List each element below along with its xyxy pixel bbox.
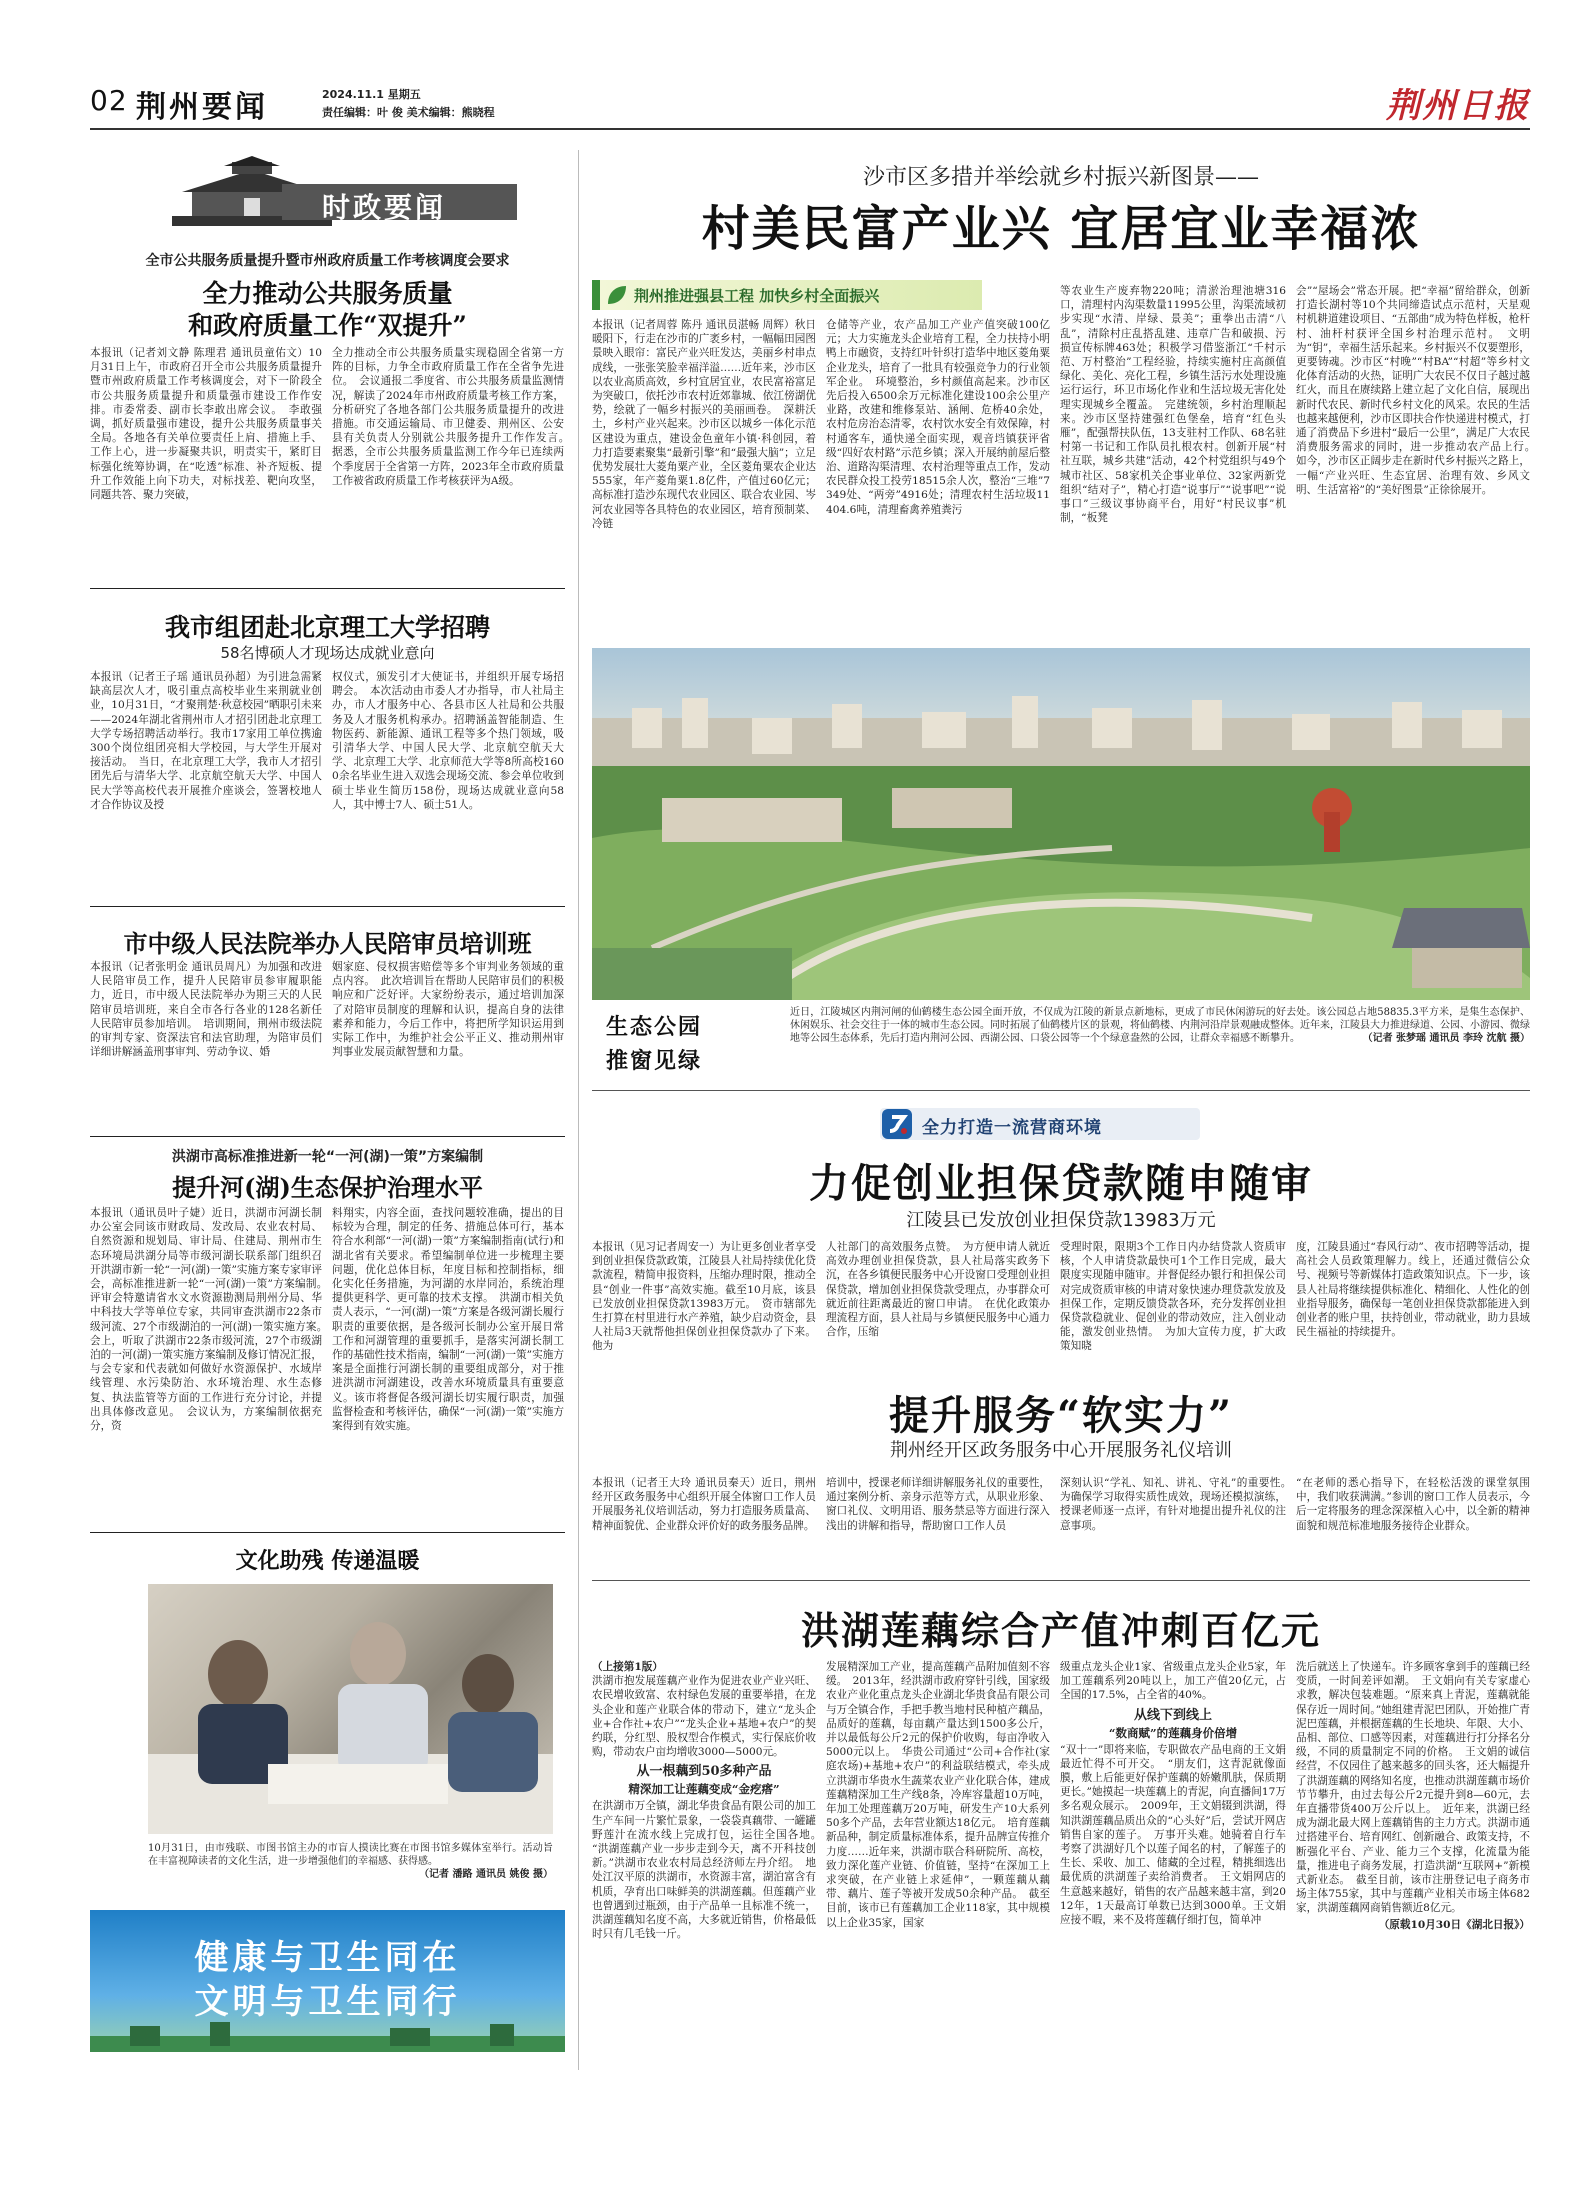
main-title: 村美民富产业兴 宜居宜业幸福浓: [701, 201, 1421, 257]
b3-continued-tag: （上接第1版）: [592, 1661, 663, 1673]
b1-body-col1: 本报讯（见习记者周安一）为让更多创业者享受到创业担保贷款政策，江陵县人社局持续优化贷款流程，精简申报资料，压缩办理时限，推动全县“创业一件事”高效实施。截至10月底，该县已发放创业担保贷款13983万元。 资市辖部先生打算在村里进行水产养殖，缺少启动资金，县人社局3天就帮他担保创业担保贷款办了下来。他为: [592, 1241, 816, 1353]
photo-caption: [790, 1006, 1530, 1074]
b3-sub2-title: 从线下到线上: [1133, 1707, 1212, 1723]
divider: [90, 1136, 565, 1137]
b3-col1b-text: 在洪湖市万全镇，湖北华贵食品有限公司的加工生产车间一片繁忙景象，一袋袋真藕带、一罐罐野莲汁在流水线上完成打包，运往全国各地。 “洪湖莲藕产业一步步走到今天，离不开科技创新。”洪湖市农业农村局总经济师左丹介绍。 地处江汉平原的洪湖市，水资源丰富，湖泊富含有机质，孕育出口味鲜美的洪湖莲藕。但莲藕产业也曾遇到过瓶颈，由于产品单一且标准不统一，洪湖莲藕知名度不高，大多就近销售，价格最低时只有几毛钱一斤。: [592, 1800, 827, 1941]
leaf-icon: [606, 284, 628, 306]
b3-col1-text: 洪湖市抱发展莲藕产业作为促进农业产业兴旺、农民增收致富、农村绿色发展的重要举措，在龙头企业和莲产业联合体的带动下，建立“龙头企业+合作社+农户”“龙头企业+基地+农户”的契约联，分红型、股权型合作模式，实行保底价收购，带动农户亩均增收3000—5000元。: [592, 1675, 816, 1759]
photo-credit: （记者 张梦瑶 通讯员 李玲 沈航 摄）: [1362, 1033, 1530, 1044]
editors: 责任编辑：叶 俊 美术编辑：熊晓程: [322, 106, 495, 119]
a5-photo: [148, 1584, 553, 1834]
paper-logo: 荆州日报: [1386, 86, 1530, 126]
issue-date: 2024.11.1 星期五: [322, 88, 421, 101]
divider: [592, 1580, 1530, 1581]
env-banner-label: 全力打造一流营商环境: [922, 1118, 1102, 1138]
a1-body-col2: 全力推动全市公共服务质量实现稳固全省第一方阵的目标，力争全市政府质量工作在全省争先进位。 会议通报二季度省、市公共服务质量监测情况，解读了2024年市州政府质量考核工作方案，分析研究了各地各部门公共服务质量提升的改进措施。市交通运输局、市卫健委、荆州区、公安县有关负责人分别就公共服务提升工作作发言。 据悉，全市公共服务质量监测工作今年已连续两个季度居于全省第一方阵，2023年全市政府质量工作被省政府质量工作考核获评为A级。: [332, 347, 575, 487]
main-body-col2: 仓储等产业，农产品加工产业产值突破100亿元；大力实施龙头企业培育工程，全力扶持小明鸭上市融资，支持红叶针织打造华中地区菱角粟企业龙头，培育了一批具有较强竞争力的行业领军企业。 环境整治，乡村颜值高起来。沙市区先后投入6500余万元标准化建设100余公里产业路，改建和维修泵站、涵闸、危桥40余处，农村危房治态清零，农村饮水安全有效保障，村村通客车，通快递全面实现，观音垱镇获评省级“四好农村路”示范乡镇；深入开展纳前屋后整治、道路沟渠清理、农村治理等重点工作，发动农民群众投工投劳18515余人次，整治“三堆”7349处、“两旁”4916处；清理农村生活垃圾11404.6吨，清理畜禽养殖粪污: [826, 319, 1050, 516]
slogan-banner: [90, 1910, 565, 2052]
a2-subtitle: 58名博硕人才现场达成就业意向: [220, 644, 435, 662]
photo-label-line2: 推窗见绿: [606, 1048, 703, 1074]
photo-caption-text: 近日，江陵城区内荆河闸的仙鹤楼生态公园全面开放，不仅成为江陵的新景点新地标，更成了市民休闲游玩的好去处。该公园总占地58835.3平方米，是集生态保护、休闲娱乐、社会交往于一体的城市生态公园。同时拓展了仙鹤楼片区的景观，将仙鹤楼、内荆河沿岸景观融成整体。近年来，江陵县大力推进绿道、公园、小游园、微绿地等公园生态体系，先后打造内荆河公园、西湖公园、口袋公园等一个个绿意盎然的公园，让群众幸福感不断攀升。: [790, 1007, 1530, 1044]
env-banner: [880, 1108, 1200, 1140]
photo-label-box: [592, 1006, 752, 1080]
b1-subtitle: 江陵县已发放创业担保贷款13983万元: [906, 1210, 1216, 1231]
b3-col3-text: 级重点龙头企业1家、省级重点龙头企业5家，年加工莲藕系列20吨以上，加工产值20亿元，占全国的17.5%，占全省的40%。: [1060, 1661, 1286, 1702]
b2-body-col1: 本报讯（记者王大玲 通讯员秦天）近日，荆州经开区政务服务中心组织开展全体窗口工作人员开展服务礼仪培训活动，努力打造服务质量高、精神面貌优、企业群众评价好的政务服务品牌。: [592, 1477, 816, 1532]
b3-col3b-text: “双十一”即将来临，专职做农产品电商的王文娟最近忙得不可开交。 “朋友们，这青泥就像面膜，敷上后能更好保护莲藕的娇嫩肌肤，保质期更长。”她摸起一块莲藕上的青泥，向直播间17万多名观众展示。 2009年，王文娟辍到洪湖，得知洪湖莲藕品质出众的“心头好”后，尝试开网店销售自家的莲子。 万事开头难。她骑着自行车考察了洪湖好几个以莲子闻名的村，了解莲子的生长、采收、加工、储藏的全过程，精挑细选出最优质的洪湖莲子卖给消费者。 王文娟网店的生意越来越好，销售的农产品越来越丰富，到2012年，1天最高订单数已达到3000单。王文娟应接不暇，来不及将莲藕仔细打包，简单冲: [1060, 1743, 1286, 1927]
a5-caption-text: 10月31日，由市残联、市图书馆主办的市盲人摸读比赛在市图书馆多媒体室举行。活动旨在丰富视障读者的文化生活，进一步增强他们的幸福感、获得感。: [148, 1843, 553, 1867]
rural-banner: [592, 280, 982, 310]
b1-body-col2: 人社部门的高效服务点赞。 为方便申请人就近高效办理创业担保贷款，县人社局落实政务下沉，在各乡镇便民服务中心开设窗口受理创业担保贷款，增加创业担保贷款受理点，办事群众可就近前往距离最近的窗口申请。 在优化政策办理流程方面，县人社局与乡镇便民服务中心通力合作，压缩: [826, 1241, 1050, 1339]
a3-body-col1: 本报讯（记者张明金 通讯员周凡）为加强和改进人民陪审员工作，提升人民陪审员参审履职能力，近日，市中级人民法院举办为期三天的人民陪审员培训班，来自全市各行各业的128名新任人民陪审员参加培训。 培训期间，荆州市级法院的审判专家、资深法官和法官助理，为陪审员们详细讲解涵盖刑事审判、劳动争议、婚: [90, 961, 322, 1059]
a1-body-col1: 本报讯（记者刘文静 陈理君 通讯员童佑文）10月31日上午，市政府召开全市公共服务质量提升暨市州政府质量工作考核调度会，对下一阶段全市公共服务质量提升和质量强市建设工作作安排。市委常委、副市长李敢出席会议。 李敢强调，抓好质量强市建设，提升公共服务质量事关全局。各地各有关单位要责任上肩、措施上手、工作上心，进一步凝聚共识，明责实干，紧盯目标强化统筹协调，在“吃透”标准、补齐短板、提升工作效能上向下功夫，对标找差、靶向攻坚，同题共答、聚力突破，: [90, 347, 322, 502]
a5-credit: （记者 潘路 通讯员 姚俊 摄）: [419, 1869, 553, 1880]
b3-col4-text: 洗后就送上了快递车。许多顾客拿到手的莲藕已经变质，一时间差评如潮。 王文娟向有关专家虚心求教，解决包装难题。“原来真上青泥，莲藕就能保存近一周时间。”她组建青泥巴团队，开始推广青泥巴莲藕，并根据莲藕的生长地块、年限、大小、品相、部位、口感等因素，对莲藕进行打分择名分级，不同的质量制定不同的价格。 王文娟的诚信经营，不仅园住了越来越多的回头客，还大幅提升了洪湖莲藕的网络知名度，也推动洪湖莲藕市场价节节攀升，由过去每公斤2元提升到8—60元，去年直播带货400万公斤以上。 近年来，洪湖已经成为湖北最大网上莲藕销售的主力方式。洪湖市通过搭建平台、培育网红、创新融合、政策支持，不断强化平台、产业、能力三个支撑，化流量为能量，推进电子商务发展，打造洪湖“互联网+”新模式新业态。 截至目前，该市注册登记电子商务市场主体755家，其中与莲藕产业相关市场主体682家，洪湖莲藕网商销售额近8亿元。: [1296, 1661, 1530, 1915]
b2-subtitle: 荆州经开区政务服务中心开展服务礼仪培训: [890, 1440, 1232, 1461]
photo-label-line1: 生态公园: [606, 1014, 703, 1040]
section-banner: [172, 160, 517, 226]
main-body-col1: 本报讯（记者周蓉 陈丹 通讯员湛畅 周辉）秋日暖阳下，行走在沙市的广袤乡村，一幅幅田园图景映入眼帘：富民产业兴旺发达，美丽乡村串点成线，一张张笑脸幸福洋溢……近年来，沙市区以农业高质高效，乡村宜居宜业，农民富裕富足为突破口，依托沙市农村近郊靠城、依江傍湖优势，绘就了一幅乡村振兴的美丽画卷。 深耕沃土，乡村产业兴起来。沙市区以城乡一体化示范区建设为重点，建设金色童年小镇·科创园，着力打造要素聚集“最新引擎”和“最强大脑”；立足优势发展壮大菱角粟产业，全区菱角粟农企业达555家，年产菱角粟1.8亿件，产值过60亿元；高标准打造沙东现代农业园区、联合农业园、岑河农业园等各具特色的农业园区，培育预制菜、冷链: [592, 319, 816, 530]
slogan-line1: 健康与卫生同在: [194, 1938, 461, 1978]
a1-kicker: 全市公共服务质量提升暨市州政府质量工作考核调度会要求: [145, 253, 510, 269]
section-banner-label: 时政要闻: [322, 191, 447, 224]
divider: [592, 1090, 1530, 1091]
b2-title: 提升服务“软实力”: [888, 1392, 1233, 1439]
b3-sub2-subtitle: “数商赋”的莲藕身价倍增: [1108, 1725, 1238, 1740]
b3-title: 洪湖莲藕综合产值冲刺百亿元: [800, 1608, 1321, 1653]
masthead-rule: [90, 128, 1530, 130]
masthead: [90, 82, 1530, 132]
main-kicker: 沙市区多措并举绘就乡村振兴新图景——: [862, 165, 1259, 190]
a2-body-col2: 权仪式，颁发引才大使证书，并组织开展专场招聘会。 本次活动由市委人才办指导，市人社局主办，市人才服务中心、各县市区人社局和公共服务及人才服务机构承办。招聘涵盖智能制造、生物医药、新能源、通讯工程等多个热门领域，吸引清华大学、中国人民大学、北京航空航天大学、北京理工大学、北京师范大学等8所高校1600余名毕业生进入双选会现场交流、参会单位收到硕士毕业生简历158份，现场达成就业意向58人，其中博士7人、硕士51人。: [332, 671, 564, 811]
b3-body-col4: [1296, 1660, 1530, 2070]
page-number: 02: [90, 84, 128, 117]
a4-kicker: 洪湖市高标准推进新一轮“一河(湖)一策”方案编制: [171, 1149, 484, 1165]
page-section-title: 荆州要闻: [136, 90, 268, 125]
building-silhouette-icon: [90, 2022, 565, 2052]
b1-title: 力促创业担保贷款随申随审: [809, 1160, 1313, 1207]
b2-body-col4: “在老师的悉心指导下，在轻松活泼的课堂氛围中，我们收获满满。”参训的窗口工作人员表示，今后一定将服务的理念深深植入心中，以全新的精神面貌和规范标准地服务接待企业群众。: [1296, 1477, 1530, 1532]
a5-title: 文化助残 传递温暖: [235, 1548, 420, 1574]
slogan-line2: 文明与卫生同行: [194, 1982, 461, 2022]
b3-body-col2: 发展精深加工产业，提高莲藕产品附加值刻不容缓。 2013年，经洪湖市政府穿针引线，国家级农业产业化重点龙头企业湖北华贵食品有限公司与万全镇合作，手把手教当地村民种植产藕品，品质好的莲藕，每亩藕产量达到1500多公斤，并以最低每公斤2元的保护价收购，每亩净收入5000元以上。 华贵公司通过“公司+合作社(家庭农场)+基地+农户”的利益联结模式，牵头成立洪湖市华贵水生蔬菜农业产业化联合体，建成莲藕精深加工生产线8条，冷库容量超10万吨，年加工处理莲藕万20万吨，研发生产10大系列50多个产品，去年营业额达18亿元。 培育莲藕新品种，制定质量标准体系，提升品牌宣传推介力度……近年来，洪湖市联合科研院所、高校，致力深化莲产业链、价值链，坚持“在深加工上求突破，在产业链上求延伸”，一颗莲藕从藕带、藕片、莲子等被开发成50余种产品。 截至目前，该市已有莲藕加工企业118家，其中规模以上企业35家，国家: [826, 1661, 1050, 1929]
main-body-col3: 等农业生产废弃物220吨；清淤治理池塘316口，清理村内沟渠数量11995公里，沟渠流域初步实现“水清、岸绿、景美”；重拳出击清“八乱”，清除村庄乱搭乱建、违章广告和破损、污损宣传标牌463处；积极学习借鉴浙江“千村示范、万村整治”工程经验，持续实施村庄高颜值绿化、美化、亮化工程，乡镇生活污水处理设施运行运行，环卫市场化作业和生活垃圾无害化处理实现城乡全覆盖。 完建统领，乡村治理顺起来。沙市区坚持建强红色堡垒，培育“红色头雁”，配强帮扶队伍，13支驻村工作队、68名驻村第一书记和工作队员扎根农村。创新开展“村社互联，城乡共建”活动，42个村党组织与49个城市社区、58家机关企事业单位、32家两新党组织“结对子”，精心打造“说事厅”“说事吧”“说事口”三级议事协商平台，用好“村民议事”机制，“板凳: [1060, 285, 1286, 525]
b1-body-col4: 度，江陵县通过“春风行动”、夜市招聘等活动，提高社会人员政策理解力。线上，还通过微信公众号、视频号等新媒体打造政策知识点。下一步，该县人社局将继续提供标准化、精细化、人性化的创业指导服务，确保每一笔创业担保贷款都能进入到创业者的账户里，扶持创业，带动就业，助力县域民生福祉的持续提升。: [1296, 1241, 1530, 1339]
divider: [90, 588, 565, 589]
a5-caption: [148, 1842, 553, 1894]
a3-title: 市中级人民法院举办人民陪审员培训班: [123, 929, 532, 958]
divider: [90, 906, 565, 907]
a3-body-col2: 姻家庭、侵权损害赔偿等多个审判业务领域的重点内容。 此次培训旨在帮助人民陪审员们的积极响应和广泛好评。大家纷纷表示，通过培训加深了对陪审员制度的理解和认识，提高自身的法律素养和能力，今后工作中，将把所学知识运用到实际工作中，为维护社会公平正义、推动荆州审判事业发展贡献智慧和力量。: [332, 961, 564, 1059]
divider: [90, 1532, 565, 1533]
a1-title-line2: 和政府质量工作“双提升”: [188, 311, 467, 340]
a4-body-col2: 料翔实，内容全面，查找问题较准确，提出的目标较为合理，制定的任务、措施总体可行，基本符合水利部“一河(湖)一策”方案编制指南(试行)和湖北省有关要求。希望编制单位进一步梳理主要问题，优化总体目标，年度目标和控制指标，细化实化任务措施，为河湖的水岸同治，系统治理提供更科学、更可靠的技术支撑。 洪湖市相关负责人表示，“一河(湖)一策”方案是各级河湖长履行职责的重要依据，是各级河长制办公室开展日常工作和河湖管理的重要抓手，是落实河湖长制工作的基础性技术指南，编制“一河(湖)一策”实施方案是全面推行河湖长制的重要组成部分，对于推进洪湖市河湖建设，改善水环境质量具有重要意义。该市将督促各级河湖长切实履行职责，加强监督检查和考核评估，确保“一河(湖)一策”实施方案得到有效实施。: [332, 1207, 564, 1433]
b3-credit: （原载10月30日《湖北日报》）: [1378, 1918, 1530, 1931]
aerial-park-illustration: [592, 648, 1530, 1000]
main-body-col4: 会”“屋场会”常态开展。把“幸福”留给群众，创新打造长湖村等10个共同缔造试点示范村，天星观村机耕道建设项目、“五部曲”成为特色样板，枪杆村、油杆村获评全国乡村治理示范村。 文明为“钥”，幸福生活乐起来。乡村振兴不仅要塑形，更要铸魂。沙市区“村晚”“村BA”“村超”等乡村文化体育活动的火热，证明广大农民不仅日子越过越红火，而且在赓续路上建立起了文化自信，展现出新时代农民、新时代乡村文化的风采。农民的生活也越来越便利，沙市区即扶合作快递进村模式，打通了消费品下乡进村“最后一公里”，满足广大农民消费服务需求的同时，进一步推动农产品上行。 如今，沙市区正阔步走在新时代乡村振兴之路上，一幅“产业兴旺、生态宜居、治理有效、乡风文明、生活富裕”的“美好图景”正徐徐展开。: [1296, 285, 1541, 496]
a4-title: 提升河(湖)生态保护治理水平: [172, 1173, 483, 1202]
a2-body-col1: 本报讯（记者王子瑶 通讯员孙超）为引进急需紧缺高层次人才，吸引重点高校毕业生来荆就业创业，10月31日，“才聚荆楚·秋意校园”晒职引未来——2024年湖北省荆州市人才招引团赴北京理工大学专场招聘活动举行。我市17家用工单位携逾300个岗位组团亮相大学校园，与大学生开展对接活动。 当日，在北京理工大学，我市人才招引团先后与清华大学、北京航空航天大学、中国人民大学等高校代表开展推介座谈会，签署校地人才合作协议及授: [90, 671, 322, 811]
a4-body-col1: 本报讯（通讯员叶子婕）近日，洪湖市河湖长制办公室会同该市财政局、发改局、农业农村局、自然资源和规划局、审计局、住建局、荆州市生态环境局洪湖分局等市级河湖长联系部门组织召开洪湖市新一轮“一河(湖)一策”实施方案专家审评会，高标准推进新一轮“一河(湖)一策”方案编制。 评审会特邀请省水文水资源勘测局荆州分局、华中科技大学等单位专家，共同审查洪湖市22条市级河流、27个市级湖泊的一河(湖)一策实施方案。 会上，听取了洪湖市22条市级河流，27个市级湖泊的一河(湖)一策实施方案编制及修订情况汇报，与会专家和代表就如何做好水资源保护、水域岸线管理、水污染防治、水环境治理、水生态修复、执法监管等方面的工作进行充分讨论，并提出具体修改意见。 会议认为，方案编制依据充分，资: [90, 1207, 333, 1433]
park-aerial-photo: [592, 648, 1530, 1000]
b2-body-col2: 培训中，授课老师详细讲解服务礼仪的重要性，通过案例分析、亲身示范等方式，从职业形象、窗口礼仪、文明用语、服务禁忌等方面进行深入浅出的讲解和指导，帮助窗口工作人员: [826, 1477, 1050, 1532]
b3-sub1-subtitle: 精深加工让莲藕变成“金疙瘩”: [628, 1782, 780, 1797]
brand-j-icon: [882, 1109, 912, 1139]
b3-body-col3: [1060, 1660, 1286, 2070]
rural-banner-label: 荆州推进强县工程 加快乡村全面振兴: [634, 287, 880, 305]
a1-title-line1: 全力推动公共服务质量: [202, 279, 453, 308]
column-separator: [578, 150, 579, 2070]
a2-title: 我市组团赴北京理工大学招聘: [164, 613, 490, 642]
b2-body-col3: 深刻认识“学礼、知礼、讲礼、守礼”的重要性。 为确保学习取得实质性成效，现场还模拟演练，授课老师逐一点评，有针对地提出提升礼仪的注意事项。: [1060, 1477, 1297, 1532]
b3-body-col1: [592, 1660, 827, 2070]
b3-sub1-title: 从一根藕到50多种产品: [636, 1764, 772, 1780]
b1-body-col3: 受理时限，限期3个工作日内办结贷款人资质审核，个人申请贷款最快可1个工作日完成，最大限度实现随申随审。并督促经办银行和担保公司对完成资质审核的申请对象快速办理贷款发放及担保工作，定期反馈贷款各环，充分发挥创业担保贷款稳就业、促创业的带动效应，注入创业动能，激发创业热情。 为加大宣传力度，扩大政策知晓: [1060, 1241, 1286, 1353]
people-reading-illustration: [148, 1584, 553, 1834]
